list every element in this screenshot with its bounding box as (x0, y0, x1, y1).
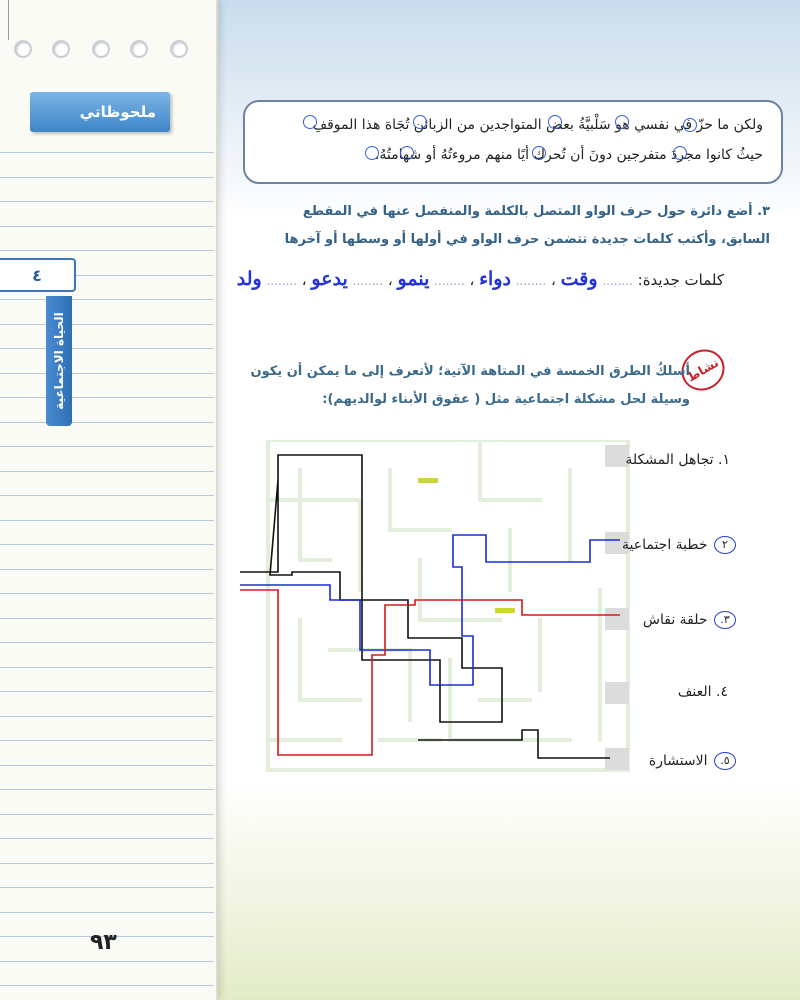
handwritten-circle (548, 115, 562, 129)
ruled-line (0, 765, 214, 766)
ruled-line (0, 985, 214, 986)
handwritten-circle (673, 146, 687, 160)
ruled-line (0, 373, 214, 374)
ruled-line (0, 446, 214, 447)
activity-badge: نشاط (674, 342, 732, 399)
answer-circle: ٢ (714, 536, 736, 554)
new-word: ولد (236, 268, 262, 290)
ruled-line (0, 250, 214, 251)
ruled-line (0, 299, 214, 300)
option-label: الاستشارة (648, 753, 708, 769)
maze-option (649, 752, 736, 770)
ruled-line (0, 544, 214, 545)
activity-instructions: أسلكُ الطرق الخمسة في المتاهة الآتية؛ لأتعرف إلى ما يمكن أن يكون وسيلة لحل مشكلة اجتماعية مثل ( عقوق الأبناء لوالديهم): (250, 364, 690, 407)
binder-hole (14, 40, 32, 58)
separator: ، (551, 271, 556, 289)
handwritten-circle (400, 146, 414, 160)
maze-option (625, 452, 730, 468)
dots: ........ (352, 274, 384, 288)
option-label: خطبة اجتماعية (622, 537, 708, 553)
ruled-line (0, 642, 214, 643)
option-label: حلقة نقاش (642, 612, 708, 628)
ruled-line (0, 618, 214, 619)
new-word: يدعو (311, 268, 348, 290)
handwritten-circle (683, 118, 697, 132)
exit-marker (605, 682, 629, 704)
maze-walls (268, 440, 628, 770)
ruled-line (0, 961, 214, 962)
binder-hole (170, 40, 188, 58)
ruled-line (0, 152, 214, 153)
unit-title-tab (46, 296, 72, 426)
path-blue (240, 535, 620, 685)
option-number: ٤. (716, 684, 728, 700)
maze-option (622, 536, 736, 554)
maze-highlight (418, 478, 438, 483)
ruled-line (0, 422, 214, 423)
ruled-line (0, 716, 214, 717)
ruled-line (0, 740, 214, 741)
exit-marker (605, 748, 629, 770)
dots: ........ (266, 274, 298, 288)
ruled-line (0, 495, 214, 496)
ruled-line (0, 789, 214, 790)
option-number: ١. (718, 452, 730, 468)
quote-box (243, 100, 783, 184)
separator: ، (387, 271, 393, 289)
ruled-line (0, 691, 214, 692)
separator: ، (469, 271, 475, 289)
ruled-line (0, 593, 214, 594)
dots: ........ (434, 274, 465, 288)
ruled-line (0, 912, 214, 913)
ruled-line (0, 887, 214, 888)
notes-tab: ملحوظاتي (30, 92, 170, 132)
dots: ........ (515, 274, 547, 288)
ruled-line (0, 201, 214, 202)
maze-option (678, 684, 728, 700)
ruled-line (0, 569, 214, 570)
unit-number: ٤ (0, 258, 76, 292)
ruled-line (0, 226, 214, 227)
new-words-label: كلمات جديدة: (637, 271, 724, 289)
answer-circle: ٥. (714, 752, 736, 770)
ruled-line (0, 348, 214, 349)
binder-hole (92, 40, 110, 58)
handwritten-circle (615, 115, 629, 129)
handwritten-circle (365, 146, 379, 160)
ruled-line (0, 324, 214, 325)
ruled-line (0, 471, 214, 472)
path-black-2 (418, 730, 610, 758)
question-3: ٣. أضع دائرة حول حرف الواو المتصل بالكلمة والمنفصل عنها في المقطع السابق، وأكتب كلمات جديدة تتضمن حرف الواو في أولها أو وسطها أو آخرها (284, 204, 770, 247)
exit-marker (605, 608, 629, 630)
quote-line-2: حيثُ كانوا مجردَ متفرجين دونَ أن تُحرك أيًا منهم مروءتُهُ أو شهامتُهُ. (374, 147, 763, 163)
ruled-line (0, 814, 214, 815)
new-words-line (237, 268, 724, 290)
new-word: ينمو (397, 268, 430, 290)
new-word: وقت (560, 268, 598, 290)
handwritten-circle (413, 115, 427, 129)
new-word: دواء (479, 268, 511, 290)
maze-option (643, 611, 736, 629)
maze-inner-walls (268, 440, 600, 740)
dots: ........ (602, 274, 633, 288)
ruled-line (0, 863, 214, 864)
ruled-line (0, 397, 214, 398)
maze-highlight (495, 608, 515, 613)
binder-hole (130, 40, 148, 58)
page-number: ٩٣ (90, 930, 117, 955)
handwritten-circle (303, 115, 317, 129)
option-label: العنف (677, 684, 712, 700)
binder-hole (52, 40, 70, 58)
ruled-line (0, 838, 214, 839)
notebook-margin (0, 0, 218, 1000)
ruled-line (0, 667, 214, 668)
option-label: تجاهل المشكلة (625, 452, 714, 468)
ruled-line (0, 520, 214, 521)
margin-rule (8, 0, 9, 40)
maze (240, 440, 640, 780)
quote-line-1: ولكن ما حزّ في نفسي هو سَلْبيَّةُ بعض المتواجدين من الزبائن تُجَاهَ هذا الموقفِ (312, 117, 763, 133)
handwritten-circle (532, 146, 546, 160)
separator: ، (301, 271, 307, 289)
answer-circle: ٣. (714, 611, 736, 629)
ruled-line (0, 177, 214, 178)
unit-title: الحياة الاجتماعية (52, 312, 66, 410)
